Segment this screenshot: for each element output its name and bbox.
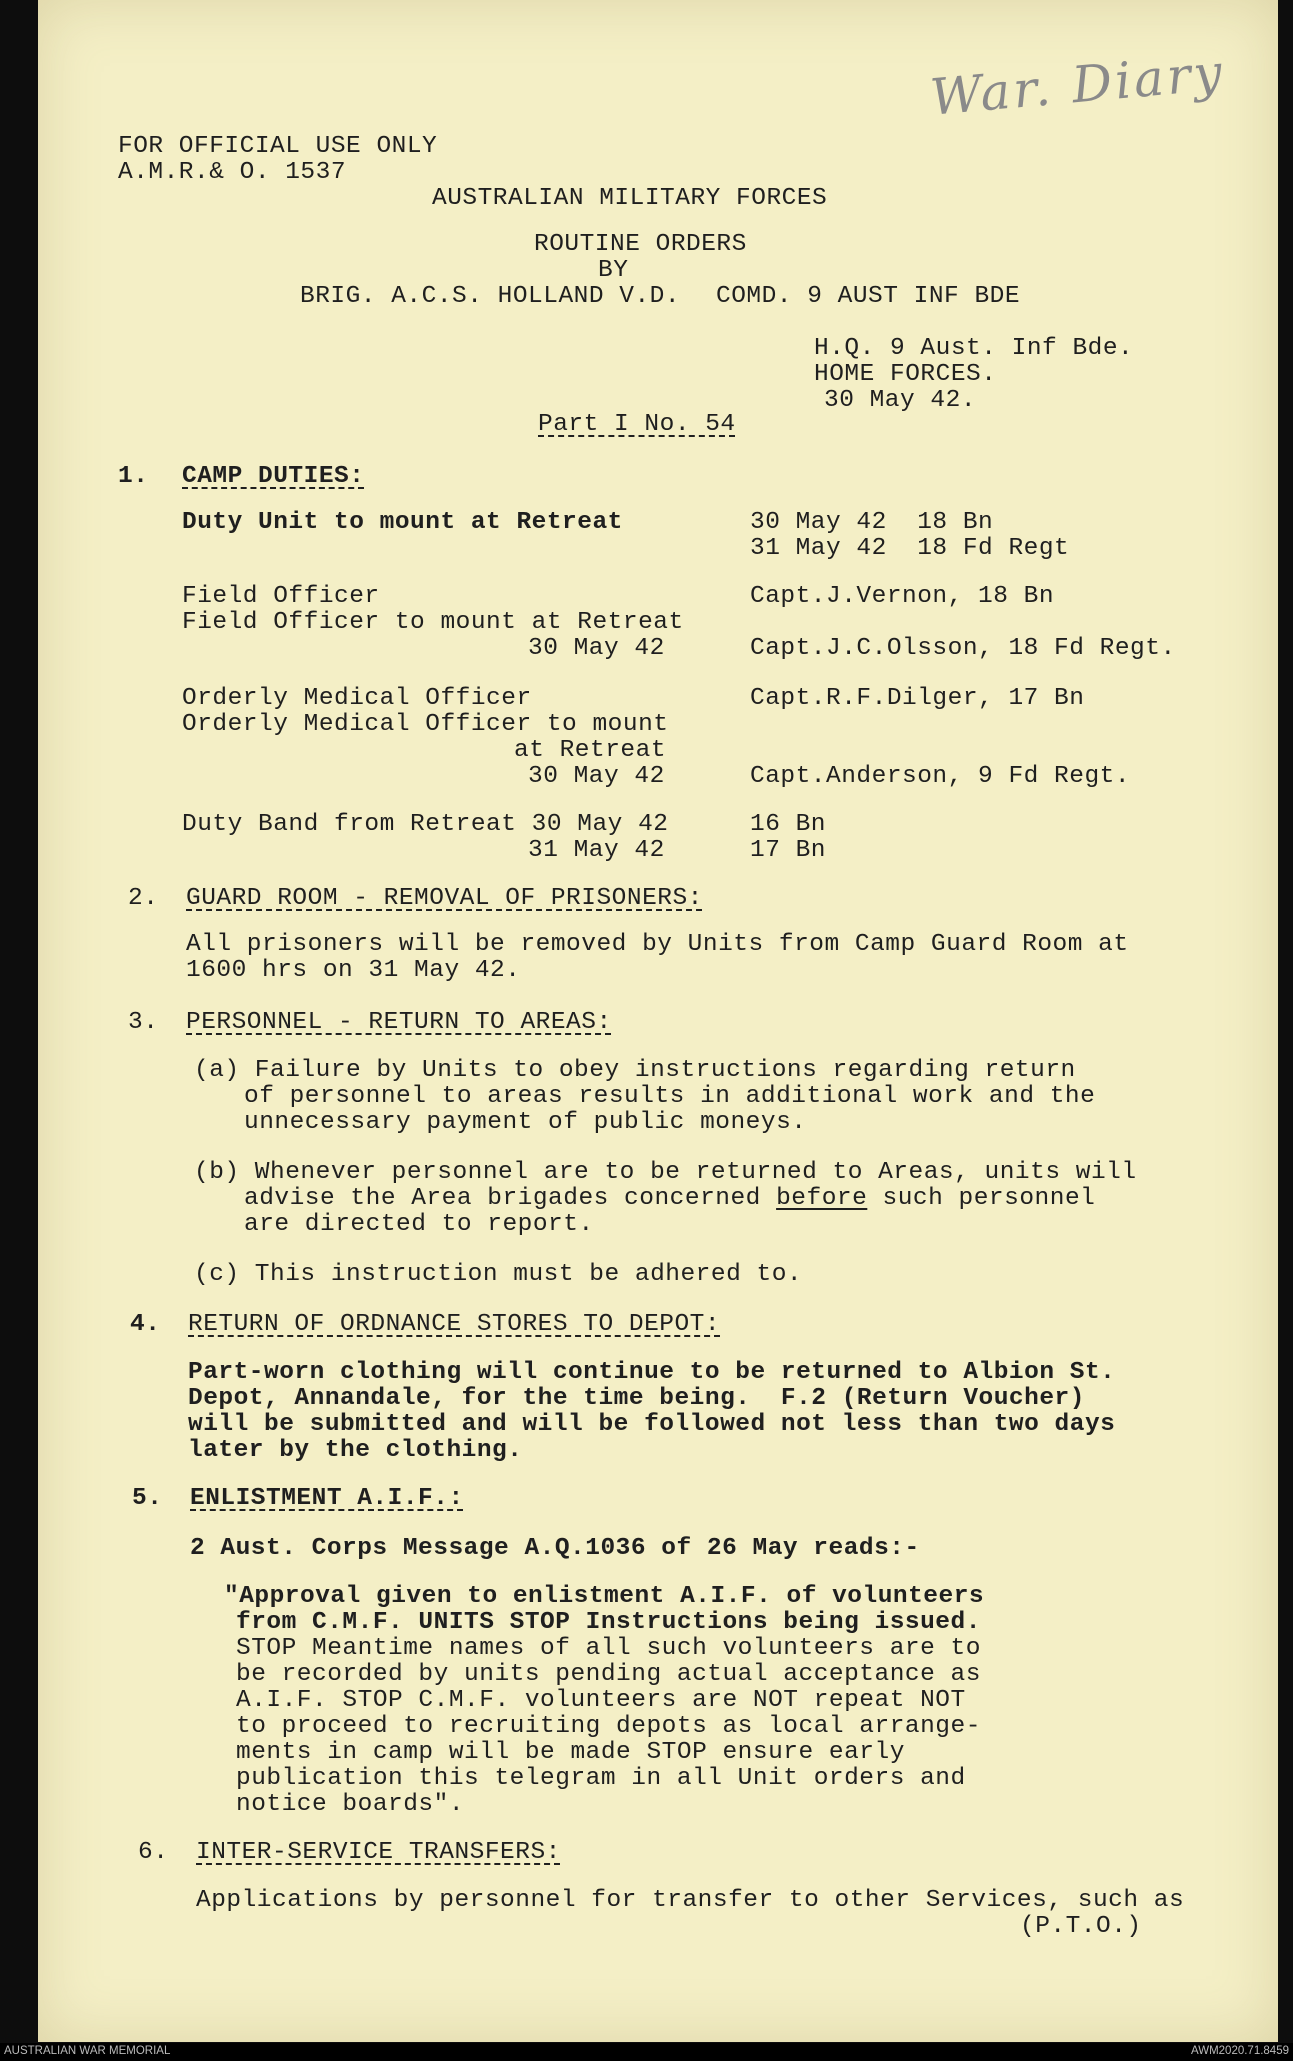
section-3-b-line-2-post: such personnel [867,1185,1096,1212]
document-page [38,0,1278,2042]
section-1-number: 1. [118,463,149,490]
hq-line-1: H.Q. 9 Aust. Inf Bde. [814,335,1134,362]
section-3-b-line-2 [244,1186,1095,1212]
section-4-line-4: later by the clothing. [188,1437,523,1464]
section-2-heading: GUARD ROOM - REMOVAL OF PRISONERS: [186,885,703,912]
section-5-quote-3: STOP Meantime names of all such volunteers are to [236,1635,981,1662]
duty-band-value-2: 17 Bn [750,837,827,864]
restriction-label: FOR OFFICIAL USE ONLY [118,133,438,160]
duty-unit-value-2: 31 May 42 18 Fd Regt [750,535,1070,562]
section-5-quote-5: A.I.F. STOP C.M.F. volunteers are NOT repeat NOT [236,1687,966,1714]
document-title: AUSTRALIAN MILITARY FORCES [432,185,828,212]
duty-band-value-1: 16 Bn [750,811,827,838]
medical-mount-label-1: Orderly Medical Officer to mount [182,711,669,738]
section-6-heading: INTER-SERVICE TRANSFERS: [196,1839,561,1866]
hq-line-2: HOME FORCES. [814,361,997,388]
field-officer-mount-label: Field Officer to mount at Retreat [182,609,684,636]
section-3-number: 3. [128,1009,159,1036]
section-4-line-2: Depot, Annandale, for the time being. F.2 (Return Voucher) [188,1385,1085,1412]
section-3-heading: PERSONNEL - RETURN TO AREAS: [186,1009,612,1036]
section-3-b-line-1: (b) Whenever personnel are to be returned to Areas, units will [194,1159,1137,1186]
section-5-number: 5. [132,1485,163,1512]
by-label: BY [598,257,629,284]
section-5-quote-1: "Approval given to enlistment A.I.F. of volunteers [224,1583,985,1610]
section-4-line-1: Part-worn clothing will continue to be returned to Albion St. [188,1359,1116,1386]
section-6-number: 6. [138,1839,169,1866]
section-3-a-line-1: (a) Failure by Units to obey instructions regarding return [194,1057,1076,1084]
section-6-line-1: Applications by personnel for transfer to other Services, such as [196,1887,1185,1914]
section-5-quote-4: be recorded by units pending actual acceptance as [236,1661,981,1688]
field-officer-value: Capt.J.Vernon, 18 Bn [750,583,1055,610]
section-1-heading: CAMP DUTIES: [182,463,365,490]
footer-accession: AWM2020.71.8459 [1190,2045,1289,2057]
medical-officer-value: Capt.R.F.Dilger, 17 Bn [750,685,1085,712]
command: COMD. 9 AUST INF BDE [716,283,1021,310]
section-5-quote-7: ments in camp will be made STOP ensure early [236,1739,905,1766]
field-officer-label: Field Officer [182,583,380,610]
section-4-heading: RETURN OF ORDNANCE STORES TO DEPOT: [188,1311,721,1338]
medical-mount-date: 30 May 42 [528,763,665,790]
section-5-intro: 2 Aust. Corps Message A.Q.1036 of 26 May reads:- [190,1535,920,1562]
form-code: A.M.R.& O. 1537 [118,159,347,186]
order-date: 30 May 42. [824,387,977,414]
section-3-b-line-3: are directed to report. [244,1211,594,1238]
field-officer-mount-value: Capt.J.C.Olsson, 18 Fd Regt. [750,635,1176,662]
section-5-heading: ENLISTMENT A.I.F.: [190,1485,464,1512]
handwritten-annotation: War. Diary [928,43,1228,127]
duty-unit-value-1: 30 May 42 18 Bn [750,509,994,536]
section-3-a-line-2: of personnel to areas results in additional work and the [244,1083,1096,1110]
section-4-number: 4. [130,1311,161,1338]
section-4-line-3: will be submitted and will be followed not less than two days [188,1411,1116,1438]
section-3-c-line-1: (c) This instruction must be adhered to. [194,1261,803,1288]
section-3-b-line-2-emphasis: before [776,1185,868,1212]
section-3-a-line-3: unnecessary payment of public moneys. [244,1109,807,1136]
medical-mount-value: Capt.Anderson, 9 Fd Regt. [750,763,1131,790]
part-number: Part I No. 54 [538,411,736,438]
duty-band-date-2: 31 May 42 [528,837,665,864]
section-5-quote-9: notice boards". [236,1791,465,1818]
section-5-quote-2: from C.M.F. UNITS STOP Instructions being issued. [236,1609,981,1636]
section-2-number: 2. [128,885,159,912]
footer-institution: AUSTRALIAN WAR MEMORIAL [4,2045,171,2057]
author: BRIG. A.C.S. HOLLAND V.D. [300,283,681,310]
pto-note: (P.T.O.) [1020,1913,1142,1940]
section-2-line-2: 1600 hrs on 31 May 42. [186,957,521,984]
duty-unit-label: Duty Unit to mount at Retreat [182,509,623,536]
duty-band-label: Duty Band from Retreat 30 May 42 [182,811,669,838]
footer-bar [0,2043,1293,2061]
section-2-line-1: All prisoners will be removed by Units from Camp Guard Room at [186,931,1129,958]
field-officer-mount-date: 30 May 42 [528,635,665,662]
document-subtitle: ROUTINE ORDERS [534,231,747,258]
section-3-b-line-2-pre: advise the Area brigades concerned [244,1185,777,1212]
medical-mount-label-2: at Retreat [514,737,667,764]
section-5-quote-6: to proceed to recruiting depots as local arrange- [236,1713,981,1740]
section-5-quote-8: publication this telegram in all Unit orders and [236,1765,966,1792]
medical-officer-label: Orderly Medical Officer [182,685,532,712]
